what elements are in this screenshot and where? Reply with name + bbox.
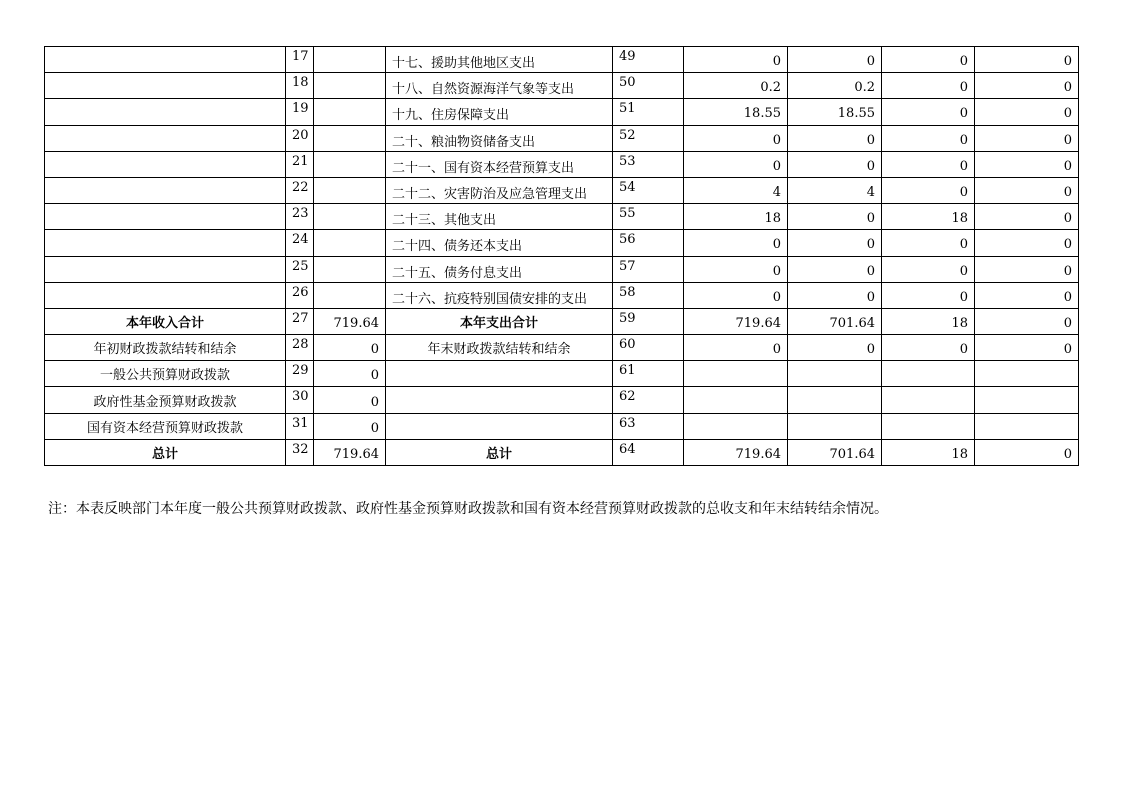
income-line-number-cell: 29 xyxy=(286,361,314,387)
state-capital-cell: 0 xyxy=(975,256,1079,282)
expense-item-cell: 年末财政拨款结转和结余 xyxy=(386,335,613,361)
state-capital-cell: 0 xyxy=(975,47,1079,73)
expense-total-cell: 0 xyxy=(684,230,788,256)
general-budget-cell xyxy=(788,387,882,413)
general-budget-cell: 0 xyxy=(788,256,882,282)
state-capital-cell: 0 xyxy=(975,204,1079,230)
income-label-cell xyxy=(45,73,286,99)
general-budget-cell: 0 xyxy=(788,151,882,177)
gov-fund-cell: 0 xyxy=(882,256,975,282)
table-row xyxy=(45,99,1079,125)
income-label-cell: 本年收入合计 xyxy=(45,308,286,334)
state-capital-cell: 0 xyxy=(975,230,1079,256)
gov-fund-cell: 18 xyxy=(882,439,975,465)
general-budget-cell: 0.2 xyxy=(788,73,882,99)
income-label-cell: 总计 xyxy=(45,439,286,465)
income-label-cell xyxy=(45,99,286,125)
income-line-number-cell: 17 xyxy=(286,47,314,73)
income-line-number-cell: 28 xyxy=(286,335,314,361)
income-label-cell xyxy=(45,47,286,73)
state-capital-cell: 0 xyxy=(975,335,1079,361)
general-budget-cell: 0 xyxy=(788,335,882,361)
gov-fund-cell: 18 xyxy=(882,308,975,334)
expense-item-cell: 十七、援助其他地区支出 xyxy=(386,47,613,73)
expense-item-cell: 本年支出合计 xyxy=(386,308,613,334)
expense-total-cell: 0 xyxy=(684,256,788,282)
table-row xyxy=(45,73,1079,99)
state-capital-cell xyxy=(975,387,1079,413)
income-line-number-cell: 31 xyxy=(286,413,314,439)
expense-line-number-cell: 62 xyxy=(613,387,684,413)
income-line-number-cell: 21 xyxy=(286,151,314,177)
expense-line-number-cell: 57 xyxy=(613,256,684,282)
income-label-cell xyxy=(45,151,286,177)
income-label-cell: 一般公共预算财政拨款 xyxy=(45,361,286,387)
expense-item-cell xyxy=(386,361,613,387)
expense-total-cell: 0 xyxy=(684,151,788,177)
gov-fund-cell: 0 xyxy=(882,73,975,99)
gov-fund-cell: 0 xyxy=(882,177,975,203)
income-amount-cell xyxy=(314,177,386,203)
state-capital-cell: 0 xyxy=(975,282,1079,308)
expense-item-cell: 总计 xyxy=(386,439,613,465)
general-budget-cell xyxy=(788,361,882,387)
table-row xyxy=(45,335,1079,361)
expense-line-number-cell: 53 xyxy=(613,151,684,177)
income-amount-cell: 719.64 xyxy=(314,308,386,334)
table-row xyxy=(45,47,1079,73)
income-amount-cell xyxy=(314,256,386,282)
expense-line-number-cell: 58 xyxy=(613,282,684,308)
expense-line-number-cell: 64 xyxy=(613,439,684,465)
general-budget-cell: 701.64 xyxy=(788,308,882,334)
general-budget-cell: 0 xyxy=(788,204,882,230)
gov-fund-cell xyxy=(882,361,975,387)
expense-line-number-cell: 61 xyxy=(613,361,684,387)
income-line-number-cell: 19 xyxy=(286,99,314,125)
expense-item-cell: 十九、住房保障支出 xyxy=(386,99,613,125)
table-row xyxy=(45,387,1079,413)
general-budget-cell: 4 xyxy=(788,177,882,203)
general-budget-cell: 0 xyxy=(788,125,882,151)
expense-item-cell: 二十二、灾害防治及应急管理支出 xyxy=(386,177,613,203)
gov-fund-cell: 0 xyxy=(882,151,975,177)
expense-total-cell: 0 xyxy=(684,47,788,73)
expense-line-number-cell: 56 xyxy=(613,230,684,256)
gov-fund-cell xyxy=(882,413,975,439)
income-amount-cell: 719.64 xyxy=(314,439,386,465)
expense-total-cell: 0 xyxy=(684,282,788,308)
table-row xyxy=(45,204,1079,230)
expense-item-cell: 二十五、债务付息支出 xyxy=(386,256,613,282)
table-row xyxy=(45,256,1079,282)
income-line-number-cell: 32 xyxy=(286,439,314,465)
income-label-cell: 国有资本经营预算财政拨款 xyxy=(45,413,286,439)
income-label-cell xyxy=(45,230,286,256)
expense-item-cell xyxy=(386,413,613,439)
expense-line-number-cell: 52 xyxy=(613,125,684,151)
state-capital-cell xyxy=(975,413,1079,439)
gov-fund-cell: 0 xyxy=(882,125,975,151)
state-capital-cell xyxy=(975,361,1079,387)
expense-line-number-cell: 59 xyxy=(613,308,684,334)
general-budget-cell: 0 xyxy=(788,230,882,256)
gov-fund-cell: 0 xyxy=(882,99,975,125)
expense-line-number-cell: 51 xyxy=(613,99,684,125)
income-amount-cell xyxy=(314,125,386,151)
expense-item-cell xyxy=(386,387,613,413)
gov-fund-cell xyxy=(882,387,975,413)
expense-item-cell: 二十一、国有资本经营预算支出 xyxy=(386,151,613,177)
expense-total-cell: 0 xyxy=(684,335,788,361)
income-amount-cell xyxy=(314,282,386,308)
income-amount-cell: 0 xyxy=(314,361,386,387)
income-amount-cell: 0 xyxy=(314,413,386,439)
expense-total-cell: 18 xyxy=(684,204,788,230)
income-line-number-cell: 26 xyxy=(286,282,314,308)
gov-fund-cell: 0 xyxy=(882,282,975,308)
state-capital-cell: 0 xyxy=(975,308,1079,334)
expense-line-number-cell: 55 xyxy=(613,204,684,230)
income-label-cell xyxy=(45,256,286,282)
income-amount-cell: 0 xyxy=(314,335,386,361)
state-capital-cell: 0 xyxy=(975,99,1079,125)
expense-total-cell: 719.64 xyxy=(684,308,788,334)
income-line-number-cell: 27 xyxy=(286,308,314,334)
state-capital-cell: 0 xyxy=(975,73,1079,99)
expense-item-cell: 二十四、债务还本支出 xyxy=(386,230,613,256)
expense-total-cell: 0.2 xyxy=(684,73,788,99)
budget-table xyxy=(44,46,1079,466)
expense-total-cell: 0 xyxy=(684,125,788,151)
table-row xyxy=(45,282,1079,308)
gov-fund-cell: 0 xyxy=(882,47,975,73)
general-budget-cell: 0 xyxy=(788,282,882,308)
state-capital-cell: 0 xyxy=(975,439,1079,465)
income-amount-cell xyxy=(314,151,386,177)
table-row xyxy=(45,230,1079,256)
income-label-cell xyxy=(45,282,286,308)
table-row xyxy=(45,439,1079,465)
income-amount-cell xyxy=(314,47,386,73)
gov-fund-cell: 18 xyxy=(882,204,975,230)
income-line-number-cell: 24 xyxy=(286,230,314,256)
expense-line-number-cell: 50 xyxy=(613,73,684,99)
gov-fund-cell: 0 xyxy=(882,230,975,256)
expense-item-cell: 二十三、其他支出 xyxy=(386,204,613,230)
income-line-number-cell: 22 xyxy=(286,177,314,203)
expense-line-number-cell: 54 xyxy=(613,177,684,203)
expense-line-number-cell: 63 xyxy=(613,413,684,439)
expense-line-number-cell: 60 xyxy=(613,335,684,361)
state-capital-cell: 0 xyxy=(975,125,1079,151)
income-line-number-cell: 25 xyxy=(286,256,314,282)
income-label-cell xyxy=(45,204,286,230)
expense-line-number-cell: 49 xyxy=(613,47,684,73)
general-budget-cell: 701.64 xyxy=(788,439,882,465)
gov-fund-cell: 0 xyxy=(882,335,975,361)
expense-total-cell xyxy=(684,361,788,387)
general-budget-cell: 0 xyxy=(788,47,882,73)
expense-total-cell xyxy=(684,387,788,413)
table-row xyxy=(45,125,1079,151)
income-amount-cell xyxy=(314,99,386,125)
state-capital-cell: 0 xyxy=(975,177,1079,203)
income-line-number-cell: 30 xyxy=(286,387,314,413)
state-capital-cell: 0 xyxy=(975,151,1079,177)
expense-total-cell xyxy=(684,413,788,439)
expense-item-cell: 二十、粮油物资储备支出 xyxy=(386,125,613,151)
table-row xyxy=(45,308,1079,334)
income-label-cell xyxy=(45,177,286,203)
income-amount-cell xyxy=(314,204,386,230)
income-amount-cell: 0 xyxy=(314,387,386,413)
general-budget-cell xyxy=(788,413,882,439)
table-row xyxy=(45,361,1079,387)
income-label-cell: 政府性基金预算财政拨款 xyxy=(45,387,286,413)
income-label-cell xyxy=(45,125,286,151)
income-line-number-cell: 20 xyxy=(286,125,314,151)
expense-total-cell: 719.64 xyxy=(684,439,788,465)
income-line-number-cell: 18 xyxy=(286,73,314,99)
income-amount-cell xyxy=(314,230,386,256)
table-row xyxy=(45,177,1079,203)
general-budget-cell: 18.55 xyxy=(788,99,882,125)
table-body xyxy=(45,47,1079,466)
income-amount-cell xyxy=(314,73,386,99)
expense-item-cell: 十八、自然资源海洋气象等支出 xyxy=(386,73,613,99)
expense-item-cell: 二十六、抗疫特别国债安排的支出 xyxy=(386,282,613,308)
table-row xyxy=(45,413,1079,439)
table-row xyxy=(45,151,1079,177)
income-line-number-cell: 23 xyxy=(286,204,314,230)
table-note: 注：本表反映部门本年度一般公共预算财政拨款、政府性基金预算财政拨款和国有资本经营预算财政拨款的总收支和年末结转结余情况。 xyxy=(48,501,888,517)
expense-total-cell: 18.55 xyxy=(684,99,788,125)
income-label-cell: 年初财政拨款结转和结余 xyxy=(45,335,286,361)
expense-total-cell: 4 xyxy=(684,177,788,203)
